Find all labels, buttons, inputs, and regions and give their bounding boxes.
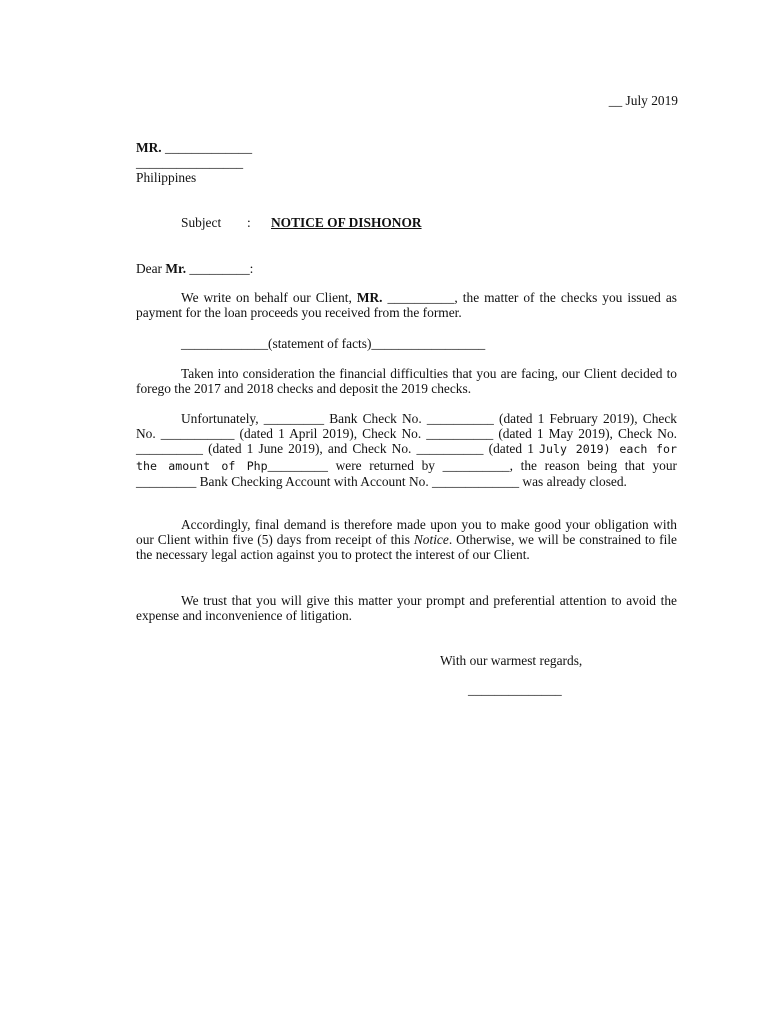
letter-date: __ July 2019 [608, 93, 678, 108]
paragraph-demand-before: Accordingly, final demand is therefore made upon you to make good your obligation with our Client within five (5) days from receipt of this [136, 517, 677, 548]
paragraph-statement-of-facts: _____________(statement of facts)_________________ [181, 336, 486, 351]
paragraph-checks-part2: _________ were returned by __________, the reason being that your _________ Bank Checking Account with Account No. _____________ was already closed. [136, 457, 677, 489]
paragraph-checks-amount: July 2019) each for the amount of Php [136, 442, 677, 473]
paragraph-checks-part1: Unfortunately, _________ Bank Check No. __________ (dated 1 February 2019), Check No. ___________ (dated 1 April 2019), Check No. __________ (dated 1 May 2019), Check No. __________ (dated 1 June 2019), and Check No. __________ (dated 1 [136, 411, 677, 457]
salutation-prefix: Dear [136, 261, 166, 276]
recipient-title: MR. [136, 140, 162, 155]
client-title: MR. [356, 290, 383, 305]
paragraph-intro-before: We write on behalf our Client, [181, 290, 357, 305]
paragraph-final-demand [136, 517, 677, 563]
paragraph-intro-after: __________, the matter of the checks you issued as payment for the loan proceeds you received from the former. [136, 290, 678, 321]
paragraph-intro [136, 290, 677, 320]
signature-line: ______________ [468, 682, 562, 697]
subject-label: Subject [181, 215, 222, 230]
salutation [136, 261, 253, 276]
paragraph-demand-after: . Otherwise, we will be constrained to file the necessary legal action against you to protect the interest of our Client. [136, 532, 677, 563]
notice-italic: Notice [413, 532, 449, 548]
paragraph-checks [136, 411, 677, 489]
recipient-name-blank: _____________ [161, 140, 253, 155]
recipient-name [136, 140, 252, 155]
salutation-title: Mr. [165, 261, 187, 276]
recipient-country: Philippines [136, 170, 197, 185]
subject-title: NOTICE OF DISHONOR [271, 215, 422, 230]
recipient-address: ________________ [136, 155, 244, 170]
paragraph-trust: We trust that you will give this matter your prompt and preferential attention to avoid the expense and inconvenience of litigation. [136, 593, 677, 624]
closing-regards: With our warmest regards, [440, 653, 583, 668]
subject-colon: : [247, 215, 251, 230]
salutation-suffix: _________: [186, 261, 254, 276]
paragraph-consideration: Taken into consideration the financial difficulties that you are facing, our Client decided to forego the 2017 and 2018 checks and deposit the 2019 checks. [136, 366, 677, 397]
